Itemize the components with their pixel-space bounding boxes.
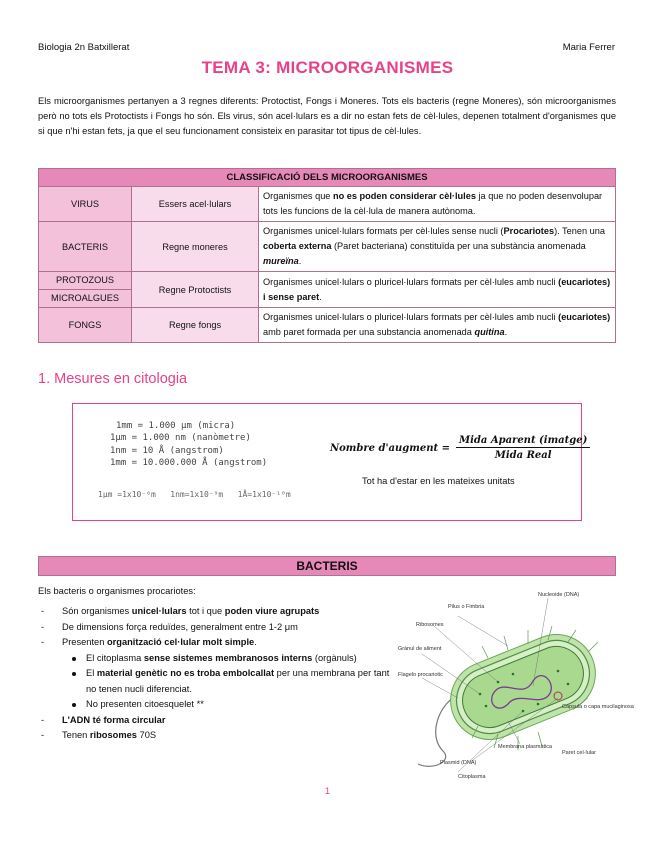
row-type: Regne Protoctists [132, 272, 259, 308]
measure-conversions: 1μm =1x10⁻⁶m 1nm=1x10⁻⁹m 1Å=1x10⁻¹⁰m [98, 490, 291, 499]
row-name-microalgues: MICROALGUES [39, 289, 131, 307]
bacteris-intro: Els bacteris o organismes procariotes: [38, 586, 196, 596]
section-heading-mesures: 1. Mesures en citologia [38, 371, 188, 387]
row-name-protozous: PROTOZOUS [55, 275, 115, 285]
measure-line: 1mm = 1.000 μm (micra) [116, 421, 236, 431]
list-item: - Són organismes unicel·lulars tot i que poden viure agrupats [41, 606, 320, 616]
label-pilus: Pilus o Fimbria [448, 604, 485, 610]
formula-numerator: Mida Aparent (imatge) [456, 435, 590, 448]
row-type: Regne moneres [132, 222, 259, 272]
label-granul: Grànul de aliment [398, 646, 442, 652]
row-name [39, 272, 132, 308]
header-author: Maria Ferrer [562, 42, 615, 53]
list-item: - Tenen ribosomes 70S [41, 730, 157, 740]
label-flagel: Flagelo procariotic [398, 672, 443, 678]
row-name: BACTERIS [39, 222, 132, 272]
label-plasmid: Plasmid (DNA) [440, 760, 477, 766]
list-item: - De dimensions força reduïdes, generalment entre 1-2 μm [41, 621, 298, 632]
units-note: Tot ha d'estar en les mateixes unitats [362, 476, 515, 486]
section-heading-bacteris: BACTERIS [38, 556, 616, 576]
label-nucleoide: Nucleoide (DNA) [538, 592, 580, 598]
row-description: Organismes unicel·lulars o pluricel·lulars formats per cèl·lules amb nucli (eucariotes) amb paret formada per una substancia anomenada quitina. [259, 308, 616, 343]
sub-list-item: No presenten citoesquelet ** [38, 697, 398, 713]
row-description: Organismes unicel·lulars formats per cèl·lules sense nucli (Procariotes). Tenen una coberta externa (Paret bacteriana) constituïda per una substància anomenada mureïna. [259, 222, 616, 272]
label-capsula: Càpsula o capa mucilaginosa [562, 704, 634, 710]
formula-lhs: Nombre d'augment = [330, 442, 450, 454]
measure-line: 1μm = 1.000 nm (nanòmetre) [110, 433, 251, 443]
page-number: 1 [324, 786, 331, 797]
table-row-bacteris [39, 222, 616, 272]
sub-list-item: El material genètic no es troba embolcallat per una membrana per tant no tenen nucli diferenciat. [38, 666, 398, 697]
row-description: Organismes que no es poden considerar cèl·lules ja que no poden desenvolupar tots les funcions de la cèl·lula de manera autònoma. [259, 187, 616, 222]
list-item: - Presenten organització cel·lular molt simple. [41, 637, 257, 647]
list-item: - L'ADN té forma circular [41, 714, 166, 725]
table-row-virus [39, 187, 616, 222]
measure-line: 1mm = 10.000.000 Å (angstrom) [110, 458, 268, 468]
intro-paragraph: Els microorganismes pertanyen a 3 regnes diferents: Protoctist, Fongs i Moneres. Tots els bacteris (regne Moneres), són microorganismes però no tots els Protoctists i Fongs ho són. Els virus, són acel·lulars es a dir no estan fets de cèl·lules, depenen totalment d'organismes que si que n'hi estan fets, ja que el seu funcionament consisteix en parasitar tot tipus de cèl·lules. [38, 96, 616, 136]
label-paret: Paret cel·lular [562, 750, 596, 756]
row-type: Essers acel·lulars [132, 187, 259, 222]
row-type: Regne fongs [132, 308, 259, 343]
row-name: VIRUS [39, 187, 132, 222]
table-row-fongs [39, 308, 616, 343]
classification-table [38, 168, 616, 343]
row-description: Organismes unicel·lulars o pluricel·lulars formats per cèl·lules amb nucli (eucariotes) i sense paret. [259, 272, 616, 308]
formula-denominator: Mida Real [494, 450, 552, 461]
table-heading: CLASSIFICACIÓ DELS MICROORGANISMES [39, 169, 616, 187]
label-membrana: Membrana plasmàtica [498, 744, 553, 750]
table-row-protoctist [39, 272, 616, 308]
formula-fraction [456, 435, 590, 461]
sub-list-container [38, 651, 398, 713]
header-subject: Biologia 2n Batxillerat [38, 42, 130, 53]
sub-list-item: El citoplasma sense sistemes membranosos interns (orgànuls) [38, 651, 398, 667]
row-name: FONGS [39, 308, 132, 343]
page-title: TEMA 3: MICROORGANISMES [201, 58, 454, 77]
label-citoplasma: Citoplasma [458, 774, 486, 780]
bacterium-diagram [398, 586, 634, 786]
magnification-formula [330, 435, 590, 461]
measure-line: 1nm = 10 Å (angstrom) [110, 446, 224, 456]
bacteris-list [38, 604, 398, 744]
label-ribosomes: Ribosomes [416, 622, 444, 628]
